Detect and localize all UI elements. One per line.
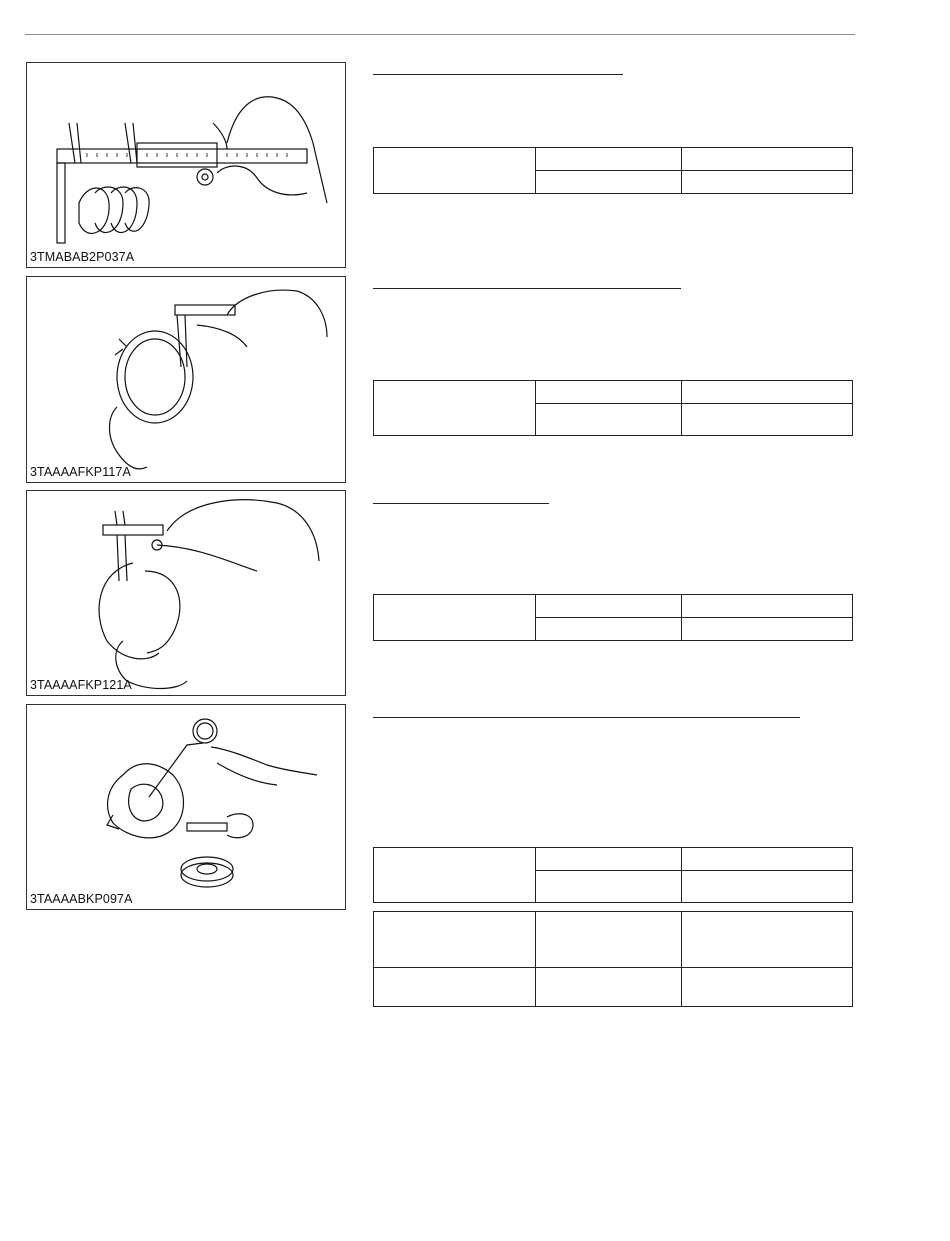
figure-caliper-ring bbox=[26, 276, 346, 483]
table-cell bbox=[682, 171, 853, 194]
table-cell bbox=[682, 912, 853, 968]
caliper-ring-icon bbox=[27, 277, 345, 482]
dial-gauge-differential-icon bbox=[27, 705, 345, 909]
figure-caliper-spring bbox=[26, 62, 346, 268]
table-cell bbox=[682, 968, 853, 1007]
table-cell bbox=[682, 618, 853, 641]
figure-code: 3TAAAAFKP117A bbox=[30, 465, 131, 479]
section-title-rule bbox=[373, 288, 681, 289]
spec-table bbox=[373, 911, 853, 1007]
table-cell bbox=[536, 848, 682, 871]
caliper-plate-icon bbox=[27, 491, 345, 695]
table-cell bbox=[682, 381, 853, 404]
table-cell bbox=[682, 595, 853, 618]
spec-table bbox=[373, 380, 853, 436]
figure-caliper-plate bbox=[26, 490, 346, 696]
table-cell bbox=[536, 404, 682, 436]
figure-code: 3TAAAAFKP121A bbox=[30, 678, 132, 692]
figure-code: 3TMABAB2P037A bbox=[30, 250, 135, 264]
header-rule bbox=[25, 34, 855, 35]
table-cell bbox=[536, 912, 682, 968]
table-cell bbox=[682, 848, 853, 871]
table-cell bbox=[374, 912, 536, 968]
spec-table bbox=[373, 594, 853, 641]
figure-dial-gauge bbox=[26, 704, 346, 910]
section-title-rule bbox=[373, 74, 623, 75]
table-cell bbox=[536, 618, 682, 641]
section-title-rule bbox=[373, 503, 549, 504]
spec-table bbox=[373, 147, 853, 194]
table-cell bbox=[374, 968, 536, 1007]
table-cell bbox=[374, 848, 536, 903]
table-cell bbox=[374, 148, 536, 194]
section-title-rule bbox=[373, 717, 800, 718]
table-cell bbox=[682, 148, 853, 171]
figure-code: 3TAAAABKP097A bbox=[30, 892, 133, 906]
table-cell bbox=[536, 968, 682, 1007]
table-cell bbox=[682, 404, 853, 436]
table-cell bbox=[536, 871, 682, 903]
table-cell bbox=[374, 381, 536, 436]
table-cell bbox=[682, 871, 853, 903]
table-cell bbox=[374, 595, 536, 641]
table-cell bbox=[536, 148, 682, 171]
table-cell bbox=[536, 595, 682, 618]
table-cell bbox=[536, 381, 682, 404]
table-cell bbox=[536, 171, 682, 194]
caliper-spring-icon bbox=[27, 63, 345, 267]
spec-table bbox=[373, 847, 853, 903]
